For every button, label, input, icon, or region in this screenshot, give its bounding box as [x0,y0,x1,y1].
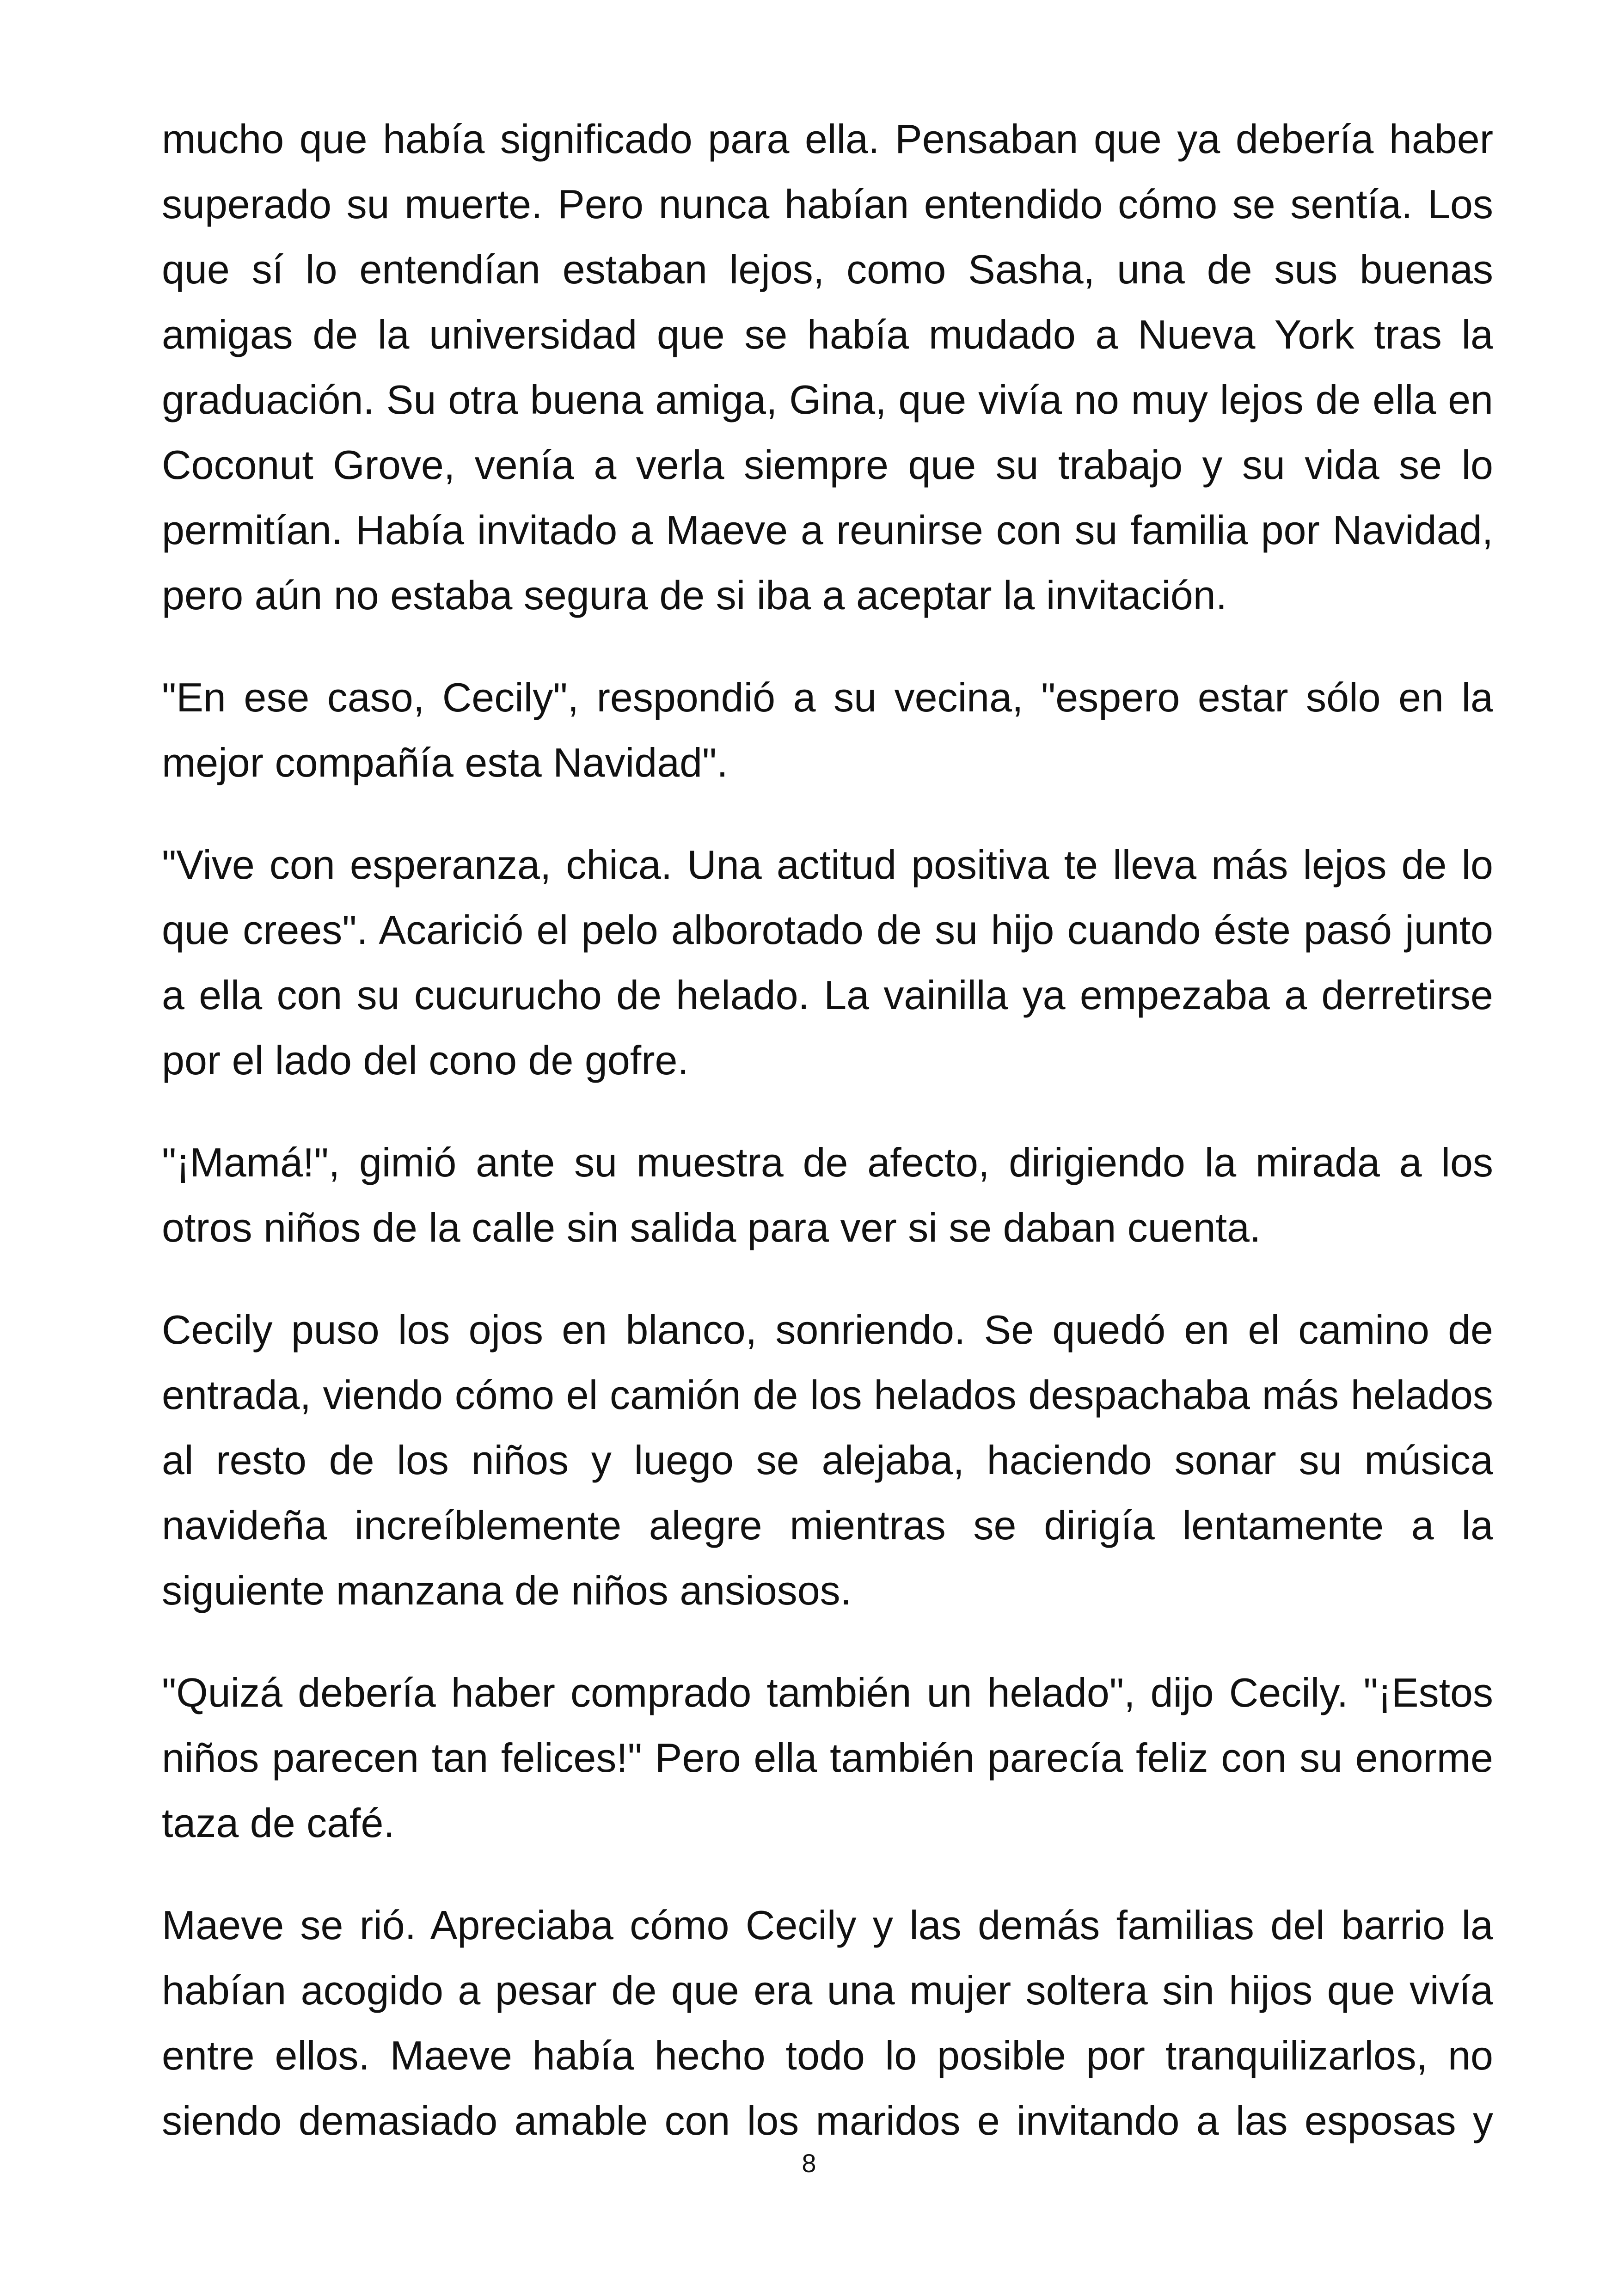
paragraph-5: Cecily puso los ojos en blanco, sonriendo. Se quedó en el camino de entrada, viendo cómo el camión de los helados despachaba más helados al resto de los niños y luego se alejaba, haciendo sonar su música navideña increíblemente alegre mientras se dirigía lentamente a la siguiente manzana de niños ansiosos. [162,1307,1493,1613]
body-text [162,106,1493,2190]
paragraph-7: Maeve se rió. Apreciaba cómo Cecily y las demás familias del barrio la habían acogido a pesar de que era una mujer soltera sin hijos que vivía entre ellos. Maeve había hecho todo lo posible por tranquilizarlos, no siendo demasiado amable con los maridos e invitando a las esposas y [162,1902,1493,2143]
page-number: 8 [802,2149,816,2178]
paragraph-3: "Vive con esperanza, chica. Una actitud positiva te lleva más lejos de lo que crees". Acarició el pelo alborotado de su hijo cuando éste pasó junto a ella con su cucurucho de helado. La vainilla ya empezaba a derretirse por el lado del cono de gofre. [162,842,1493,1083]
paragraph-4: "¡Mamá!", gimió ante su muestra de afecto, dirigiendo la mirada a los otros niños de la calle sin salida para ver si se daban cuenta. [162,1139,1493,1250]
paragraph-2: "En ese caso, Cecily", respondió a su vecina, "espero estar sólo en la mejor compañía esta Navidad". [162,674,1493,785]
paragraph-6: "Quizá debería haber comprado también un helado", dijo Cecily. "¡Estos niños parecen tan felices!" Pero ella también parecía feliz con su enorme taza de café. [162,1670,1493,1846]
paragraph-1: mucho que había significado para ella. Pensaban que ya debería haber superado su muerte. Pero nunca habían entendido cómo se sentía. Los que sí lo entendían estaban lejos, como Sasha, una de sus buenas amigas de la universidad que se había mudado a Nueva York tras la graduación. Su otra buena amiga, Gina, que vivía no muy lejos de ella en Coconut Grove, venía a verla siempre que su trabajo y su vida se lo permitían. Había invitado a Maeve a reunirse con su familia por Navidad, pero aún no estaba segura de si iba a aceptar la invitación. [162,116,1493,618]
